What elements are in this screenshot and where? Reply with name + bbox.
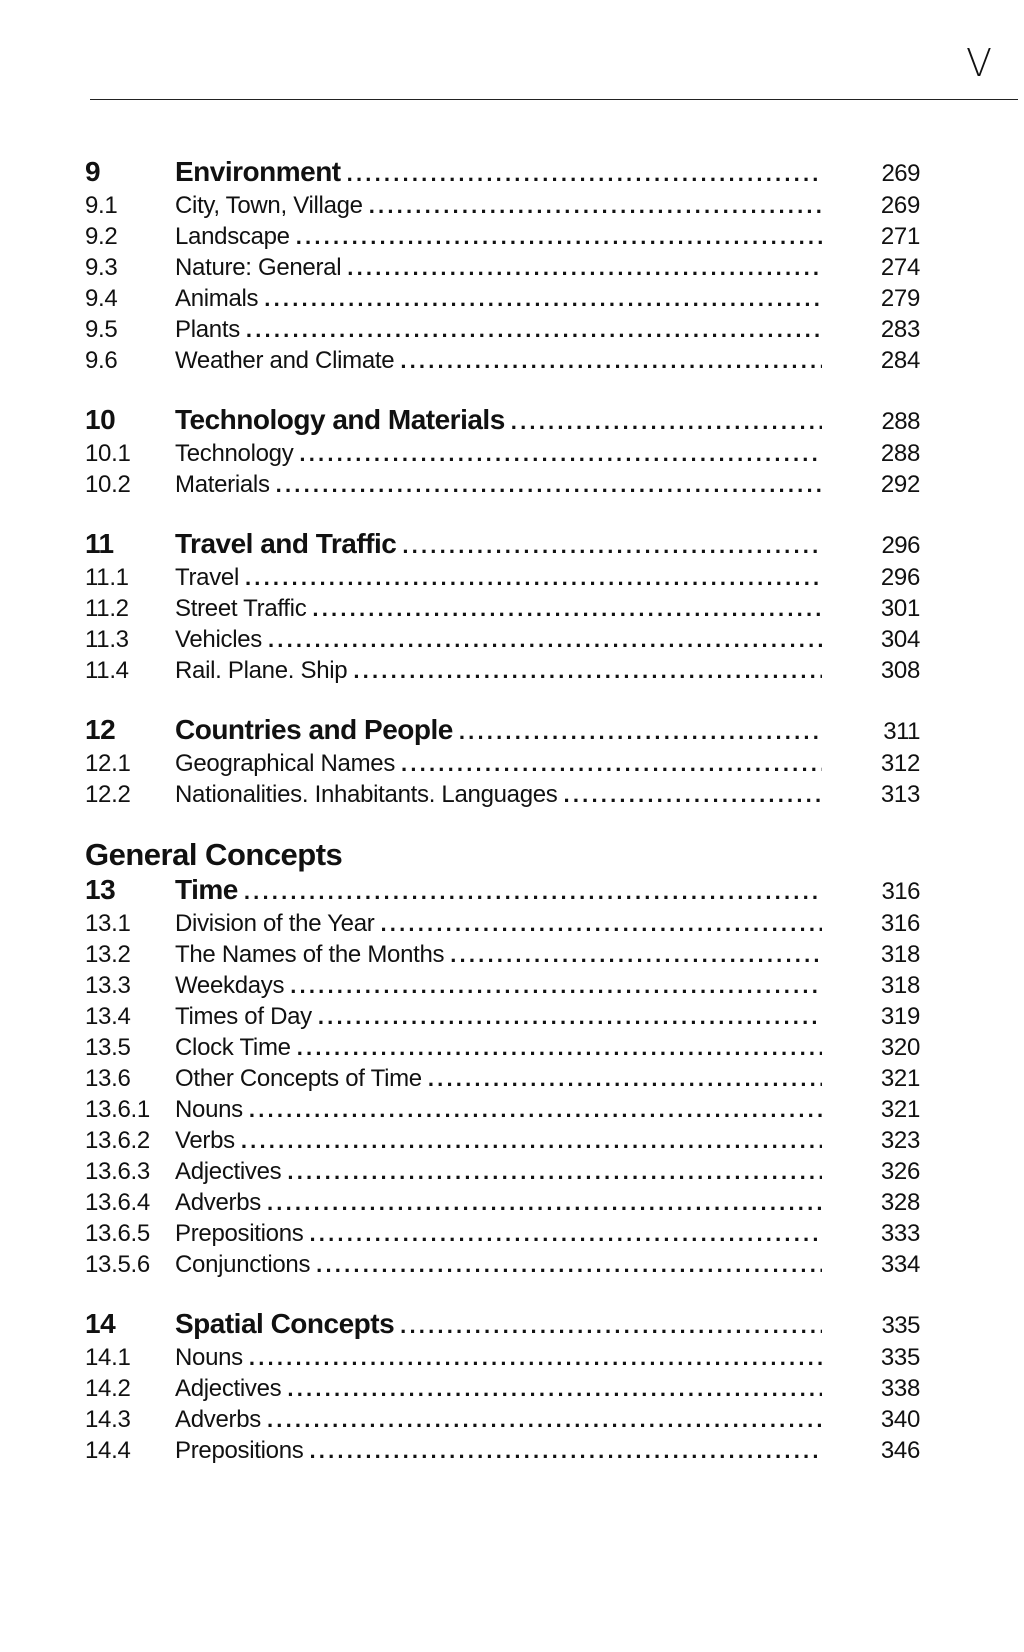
toc-number: 14 <box>85 1308 116 1339</box>
toc-number: 11.3 <box>85 626 129 653</box>
toc-page-number: 296 <box>881 532 920 559</box>
toc-page-number: 338 <box>880 1375 920 1402</box>
toc-entry-row[interactable] <box>85 939 920 970</box>
toc-number: 9.3 <box>85 254 118 281</box>
toc-number: 14.4 <box>85 1437 131 1464</box>
toc-number: 9.4 <box>85 285 118 312</box>
toc-chapter-row[interactable] <box>85 872 920 908</box>
toc-page-number: 328 <box>880 1189 920 1216</box>
toc-page-number: 269 <box>880 192 920 219</box>
dot-leader <box>402 528 822 564</box>
toc-entry-row[interactable] <box>85 1435 920 1466</box>
toc-page-number: 321 <box>880 1065 920 1092</box>
dot-leader <box>400 1308 822 1344</box>
toc-entry-row[interactable] <box>85 1373 920 1404</box>
toc-section <box>85 1306 920 1466</box>
toc-number: 9 <box>85 156 101 187</box>
toc-entry-row[interactable] <box>85 748 920 779</box>
toc-section <box>85 154 920 376</box>
dot-leader <box>267 1404 822 1435</box>
toc-entry-row[interactable] <box>85 438 920 469</box>
dot-leader <box>296 221 822 252</box>
toc-page-number: 308 <box>880 657 920 684</box>
toc-title: Travel <box>175 564 239 591</box>
toc-page-number: 311 <box>883 718 920 745</box>
toc-title: Landscape <box>175 223 290 250</box>
toc-title: Travel and Traffic <box>175 528 397 559</box>
toc-number: 13.6 <box>85 1065 131 1092</box>
dot-leader <box>459 714 822 750</box>
toc-number: 14.2 <box>85 1375 131 1402</box>
toc-entry-row[interactable] <box>85 314 920 345</box>
toc-entry-row[interactable] <box>85 593 920 624</box>
toc-page-number: 335 <box>881 1312 920 1339</box>
dot-leader <box>267 1187 822 1218</box>
part-heading: General Concepts <box>85 837 343 872</box>
toc-page-number: 284 <box>880 347 920 374</box>
toc-title: Adverbs <box>175 1406 261 1433</box>
dot-leader <box>287 1373 822 1404</box>
toc-entry-row[interactable] <box>85 345 920 376</box>
toc-entry-row[interactable] <box>85 655 920 686</box>
dot-leader <box>401 748 822 779</box>
toc-page-number: 316 <box>881 878 920 905</box>
dot-leader <box>246 314 822 345</box>
toc-number: 12 <box>85 714 116 745</box>
toc-page-number: 321 <box>880 1096 920 1123</box>
dot-leader <box>400 345 822 376</box>
toc-page-number: 292 <box>880 471 920 498</box>
toc-page-number: 320 <box>880 1034 920 1061</box>
toc-entry-row[interactable] <box>85 190 920 221</box>
toc-entry-row[interactable] <box>85 970 920 1001</box>
toc-page-number: 335 <box>880 1344 920 1371</box>
toc-title: Conjunctions <box>175 1251 311 1278</box>
toc-number: 12.2 <box>85 781 131 808</box>
toc-number: 13.6.3 <box>85 1158 150 1185</box>
toc-page-number: 274 <box>880 254 920 281</box>
toc-number: 9.6 <box>85 347 118 374</box>
page-number-marker: V <box>966 41 992 85</box>
toc-number: 9.5 <box>85 316 118 343</box>
toc-page-number: 283 <box>880 316 920 343</box>
toc-number: 13.4 <box>85 1003 131 1030</box>
toc-page-number: 334 <box>880 1251 920 1278</box>
toc-page-number: 296 <box>880 564 920 591</box>
toc-number: 14.3 <box>85 1406 131 1433</box>
dot-leader <box>241 1125 822 1156</box>
toc-title: Prepositions <box>175 1437 304 1464</box>
toc-page-number: 313 <box>880 781 920 808</box>
toc-page-number: 346 <box>880 1437 920 1464</box>
toc-chapter-row[interactable] <box>85 526 920 562</box>
dot-leader <box>316 1249 822 1280</box>
toc-title: Times of Day <box>175 1003 312 1030</box>
toc-page-number: 318 <box>880 941 920 968</box>
dot-leader <box>249 1342 822 1373</box>
toc-number: 9.2 <box>85 223 118 250</box>
toc-page-number: 326 <box>880 1158 920 1185</box>
toc-title: Verbs <box>175 1127 235 1154</box>
toc-title: Time <box>175 874 238 905</box>
toc-number: 13.6.5 <box>85 1220 150 1247</box>
toc-title: Rail. Plane. Ship <box>175 657 348 684</box>
toc-number: 11.4 <box>85 657 129 684</box>
dot-leader <box>290 970 822 1001</box>
toc-title: Nouns <box>175 1096 243 1123</box>
toc-entry-row[interactable] <box>85 221 920 252</box>
toc-number: 14.1 <box>85 1344 131 1371</box>
toc-number: 13.6.2 <box>85 1127 150 1154</box>
toc-entry-row[interactable] <box>85 1001 920 1032</box>
toc-title: Nationalities. Inhabitants. Languages <box>175 781 558 808</box>
dot-leader <box>287 1156 822 1187</box>
toc-number: 10 <box>85 404 116 435</box>
dot-leader <box>245 562 822 593</box>
dot-leader <box>309 1435 822 1466</box>
toc-title: Materials <box>175 471 270 498</box>
toc-page-number: 288 <box>881 408 920 435</box>
toc-number: 11.2 <box>85 595 129 622</box>
toc-number: 13.5.6 <box>85 1251 150 1278</box>
dot-leader <box>428 1063 822 1094</box>
toc-number: 13.6.1 <box>85 1096 150 1123</box>
toc-number: 13.1 <box>85 910 131 937</box>
toc-page-number: 333 <box>880 1220 920 1247</box>
toc-title: Nouns <box>175 1344 243 1371</box>
toc-entry-row[interactable] <box>85 1094 920 1125</box>
toc-entry-row[interactable] <box>85 1404 920 1435</box>
dot-leader <box>309 1218 822 1249</box>
toc-page-number: 319 <box>880 1003 920 1030</box>
toc-section <box>85 836 920 1280</box>
dot-leader <box>347 252 822 283</box>
dot-leader <box>244 874 822 910</box>
toc-title: Animals <box>175 285 259 312</box>
toc-title: City, Town, Village <box>175 192 363 219</box>
toc-entry-row[interactable] <box>85 1032 920 1063</box>
toc-title: Geographical Names <box>175 750 396 777</box>
toc-chapter-row[interactable] <box>85 154 920 190</box>
toc-title: Technology <box>175 440 294 467</box>
toc-title: Clock Time <box>175 1034 291 1061</box>
toc-title: Nature: General <box>175 254 342 281</box>
toc-page-number: 304 <box>880 626 920 653</box>
dot-leader <box>380 908 822 939</box>
toc-entry-row[interactable] <box>85 779 920 810</box>
toc-page-number: 269 <box>881 160 920 187</box>
toc-title: Weather and Climate <box>175 347 395 374</box>
toc-number: 13 <box>85 874 116 905</box>
toc-page-number: 301 <box>880 595 920 622</box>
dot-leader <box>369 190 822 221</box>
toc-entry-row[interactable] <box>85 1063 920 1094</box>
toc-number: 11 <box>85 528 114 559</box>
toc-number: 10.1 <box>85 440 131 467</box>
toc-number: 13.2 <box>85 941 131 968</box>
dot-leader <box>450 939 822 970</box>
toc-page-number: 279 <box>880 285 920 312</box>
toc-entry-row[interactable] <box>85 624 920 655</box>
toc-entry-row[interactable] <box>85 1249 920 1280</box>
dot-leader <box>249 1094 822 1125</box>
toc-title: Street Traffic <box>175 595 307 622</box>
toc-title: Division of the Year <box>175 910 375 937</box>
toc-title: Spatial Concepts <box>175 1308 395 1339</box>
toc-title: Plants <box>175 316 240 343</box>
toc-entry-row[interactable] <box>85 908 920 939</box>
toc-entry-row[interactable] <box>85 1187 920 1218</box>
toc-entry-row[interactable] <box>85 1218 920 1249</box>
toc-title: Technology and Materials <box>175 404 505 435</box>
toc-title: Adverbs <box>175 1189 261 1216</box>
toc-page-number: 318 <box>880 972 920 999</box>
toc-page-number: 340 <box>880 1406 920 1433</box>
dot-leader <box>264 283 822 314</box>
toc-number: 11.1 <box>85 564 129 591</box>
toc-title: Countries and People <box>175 714 453 745</box>
toc-number: 13.5 <box>85 1034 131 1061</box>
toc-chapter-row[interactable] <box>85 712 920 748</box>
header-rule <box>90 99 1018 100</box>
toc-page-number: 316 <box>880 910 920 937</box>
toc-title: Vehicles <box>175 626 262 653</box>
toc-entry-row[interactable] <box>85 1125 920 1156</box>
toc-page-number: 323 <box>880 1127 920 1154</box>
toc-title: The Names of the Months <box>175 941 445 968</box>
table-of-contents <box>85 154 920 1466</box>
toc-number: 12.1 <box>85 750 131 777</box>
toc-entry-row[interactable] <box>85 252 920 283</box>
dot-leader <box>564 779 822 810</box>
dot-leader <box>276 469 822 500</box>
toc-entry-row[interactable] <box>85 469 920 500</box>
toc-title: Environment <box>175 156 341 187</box>
toc-section <box>85 712 920 810</box>
toc-number: 9.1 <box>85 192 118 219</box>
toc-chapter-row[interactable] <box>85 402 920 438</box>
toc-title: Adjectives <box>175 1375 282 1402</box>
toc-page-number: 288 <box>880 440 920 467</box>
toc-entry-row[interactable] <box>85 562 920 593</box>
toc-title: Prepositions <box>175 1220 304 1247</box>
dot-leader <box>511 404 822 440</box>
toc-entry-row[interactable] <box>85 1342 920 1373</box>
toc-entry-row[interactable] <box>85 1156 920 1187</box>
toc-section <box>85 526 920 686</box>
toc-title: Weekdays <box>175 972 285 999</box>
toc-entry-row[interactable] <box>85 283 920 314</box>
dot-leader <box>268 624 822 655</box>
toc-number: 13.6.4 <box>85 1189 150 1216</box>
toc-number: 10.2 <box>85 471 131 498</box>
dot-leader <box>297 1032 822 1063</box>
dot-leader <box>299 438 822 469</box>
dot-leader <box>318 1001 822 1032</box>
toc-title: Adjectives <box>175 1158 282 1185</box>
dot-leader <box>312 593 822 624</box>
toc-page-number: 271 <box>880 223 920 250</box>
dot-leader <box>353 655 822 686</box>
toc-number: 13.3 <box>85 972 131 999</box>
toc-title: Other Concepts of Time <box>175 1065 422 1092</box>
toc-page-number: 312 <box>880 750 920 777</box>
dot-leader <box>347 156 822 192</box>
toc-section <box>85 402 920 500</box>
toc-chapter-row[interactable] <box>85 1306 920 1342</box>
